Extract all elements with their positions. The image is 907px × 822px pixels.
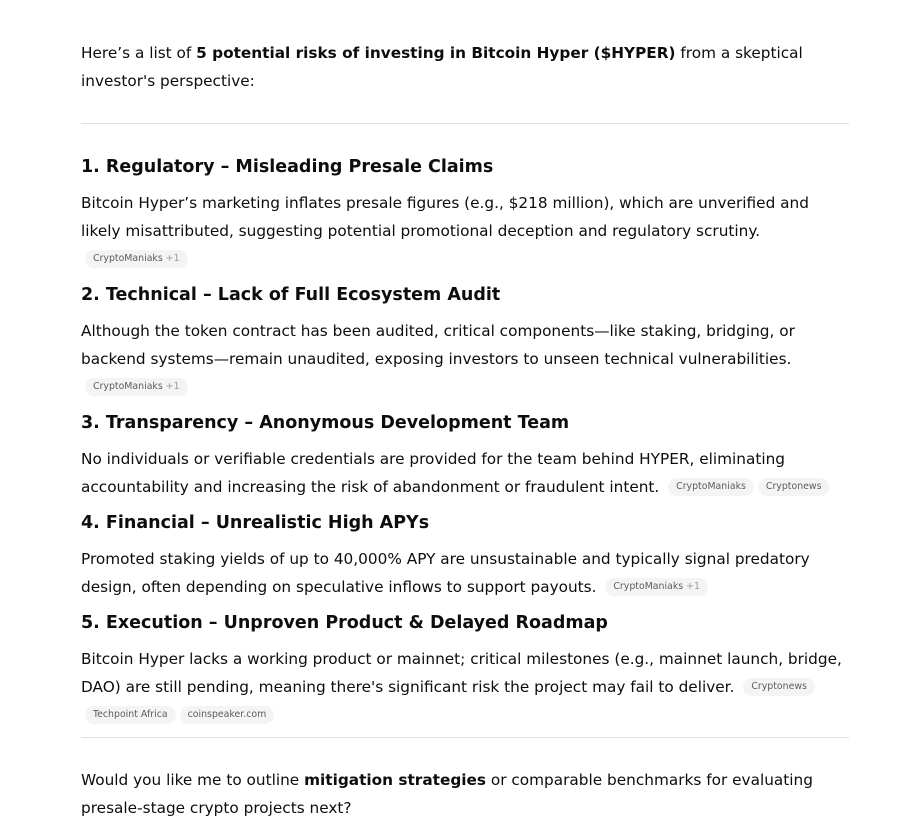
risk-heading: 5. Execution – Unproven Product & Delayed Roadmap <box>81 613 608 633</box>
risk-text: Bitcoin Hyper’s marketing inflates presale figures (e.g., $218 million), which are unverified and likely misattributed, suggesting potential promotional deception and regulatory scrutiny. <box>81 194 809 240</box>
risk-heading: 4. Financial – Unrealistic High APYs <box>81 513 430 533</box>
source-chip[interactable] <box>758 478 830 496</box>
source-chip-label: CryptoManiaks <box>676 480 746 492</box>
outro-emphasis: mitigation strategies <box>304 771 487 789</box>
source-chip-label: Techpoint Africa <box>93 708 168 720</box>
risk-list <box>81 153 849 729</box>
source-chip-label: CryptoManiaks <box>93 252 163 264</box>
source-chip[interactable] <box>85 250 188 268</box>
outro-suffix: or comparable benchmarks for evaluating presale-stage crypto projects next? <box>81 771 813 817</box>
risk-item <box>81 153 849 273</box>
risk-item <box>81 509 849 601</box>
risk-heading: 3. Transparency – Anonymous Development Team <box>81 413 570 433</box>
risk-text: Promoted staking yields of up to 40,000% APY are unsustainable and typically signal predatory design, often depending on speculative inflows to support payouts. <box>81 550 810 596</box>
risk-item <box>81 281 849 401</box>
risk-body <box>81 317 849 401</box>
source-chip[interactable] <box>743 678 815 696</box>
source-chip[interactable] <box>85 378 188 396</box>
source-chip[interactable] <box>668 478 754 496</box>
intro-paragraph <box>81 39 849 95</box>
risk-body <box>81 645 849 729</box>
outro-prefix: Would you like me to outline <box>81 771 305 789</box>
source-chip-label: coinspeaker.com <box>187 708 267 720</box>
source-chip-label: CryptoManiaks <box>93 380 163 392</box>
risk-body <box>81 545 849 601</box>
outro-paragraph <box>81 766 849 822</box>
risk-heading: 2. Technical – Lack of Full Ecosystem Audit <box>81 285 501 305</box>
source-chip-count: +1 <box>165 380 180 392</box>
risk-item <box>81 409 849 501</box>
assistant-message <box>81 39 849 822</box>
intro-suffix: from a skeptical investor's perspective: <box>81 44 803 90</box>
risk-body <box>81 189 849 273</box>
source-chip[interactable] <box>605 578 708 596</box>
divider <box>81 123 849 124</box>
source-chip-count: +1 <box>686 580 700 592</box>
risk-item <box>81 609 849 729</box>
intro-emphasis: 5 potential risks of investing in Bitcoin Hyper ($HYPER) <box>196 44 676 62</box>
risk-text: Although the token contract has been audited, critical components—like staking, bridging, or backend systems—remain unaudited, exposing investors to unseen technical vulnerabilities. <box>81 322 795 368</box>
source-chip-count: +1 <box>165 252 180 264</box>
divider <box>81 737 849 738</box>
source-chip[interactable] <box>180 706 275 724</box>
source-chip-label: Cryptonews <box>751 680 807 692</box>
risk-body <box>81 445 849 501</box>
risk-heading: 1. Regulatory – Misleading Presale Claims <box>81 157 494 177</box>
source-chip-label: CryptoManiaks <box>613 580 684 592</box>
risk-text: Bitcoin Hyper lacks a working product or mainnet; critical milestones (e.g., mainnet launch, bridge, DAO) are still pending, meaning there's significant risk the project may fail to deliver. <box>81 650 842 696</box>
source-chip-label: Cryptonews <box>765 480 822 492</box>
intro-prefix: Here’s a list of <box>81 44 197 62</box>
source-chip[interactable] <box>85 706 176 724</box>
risk-text: No individuals or verifiable credentials are provided for the team behind HYPER, eliminating accountability and increasing the risk of abandonment or fraudulent intent. <box>81 450 786 496</box>
